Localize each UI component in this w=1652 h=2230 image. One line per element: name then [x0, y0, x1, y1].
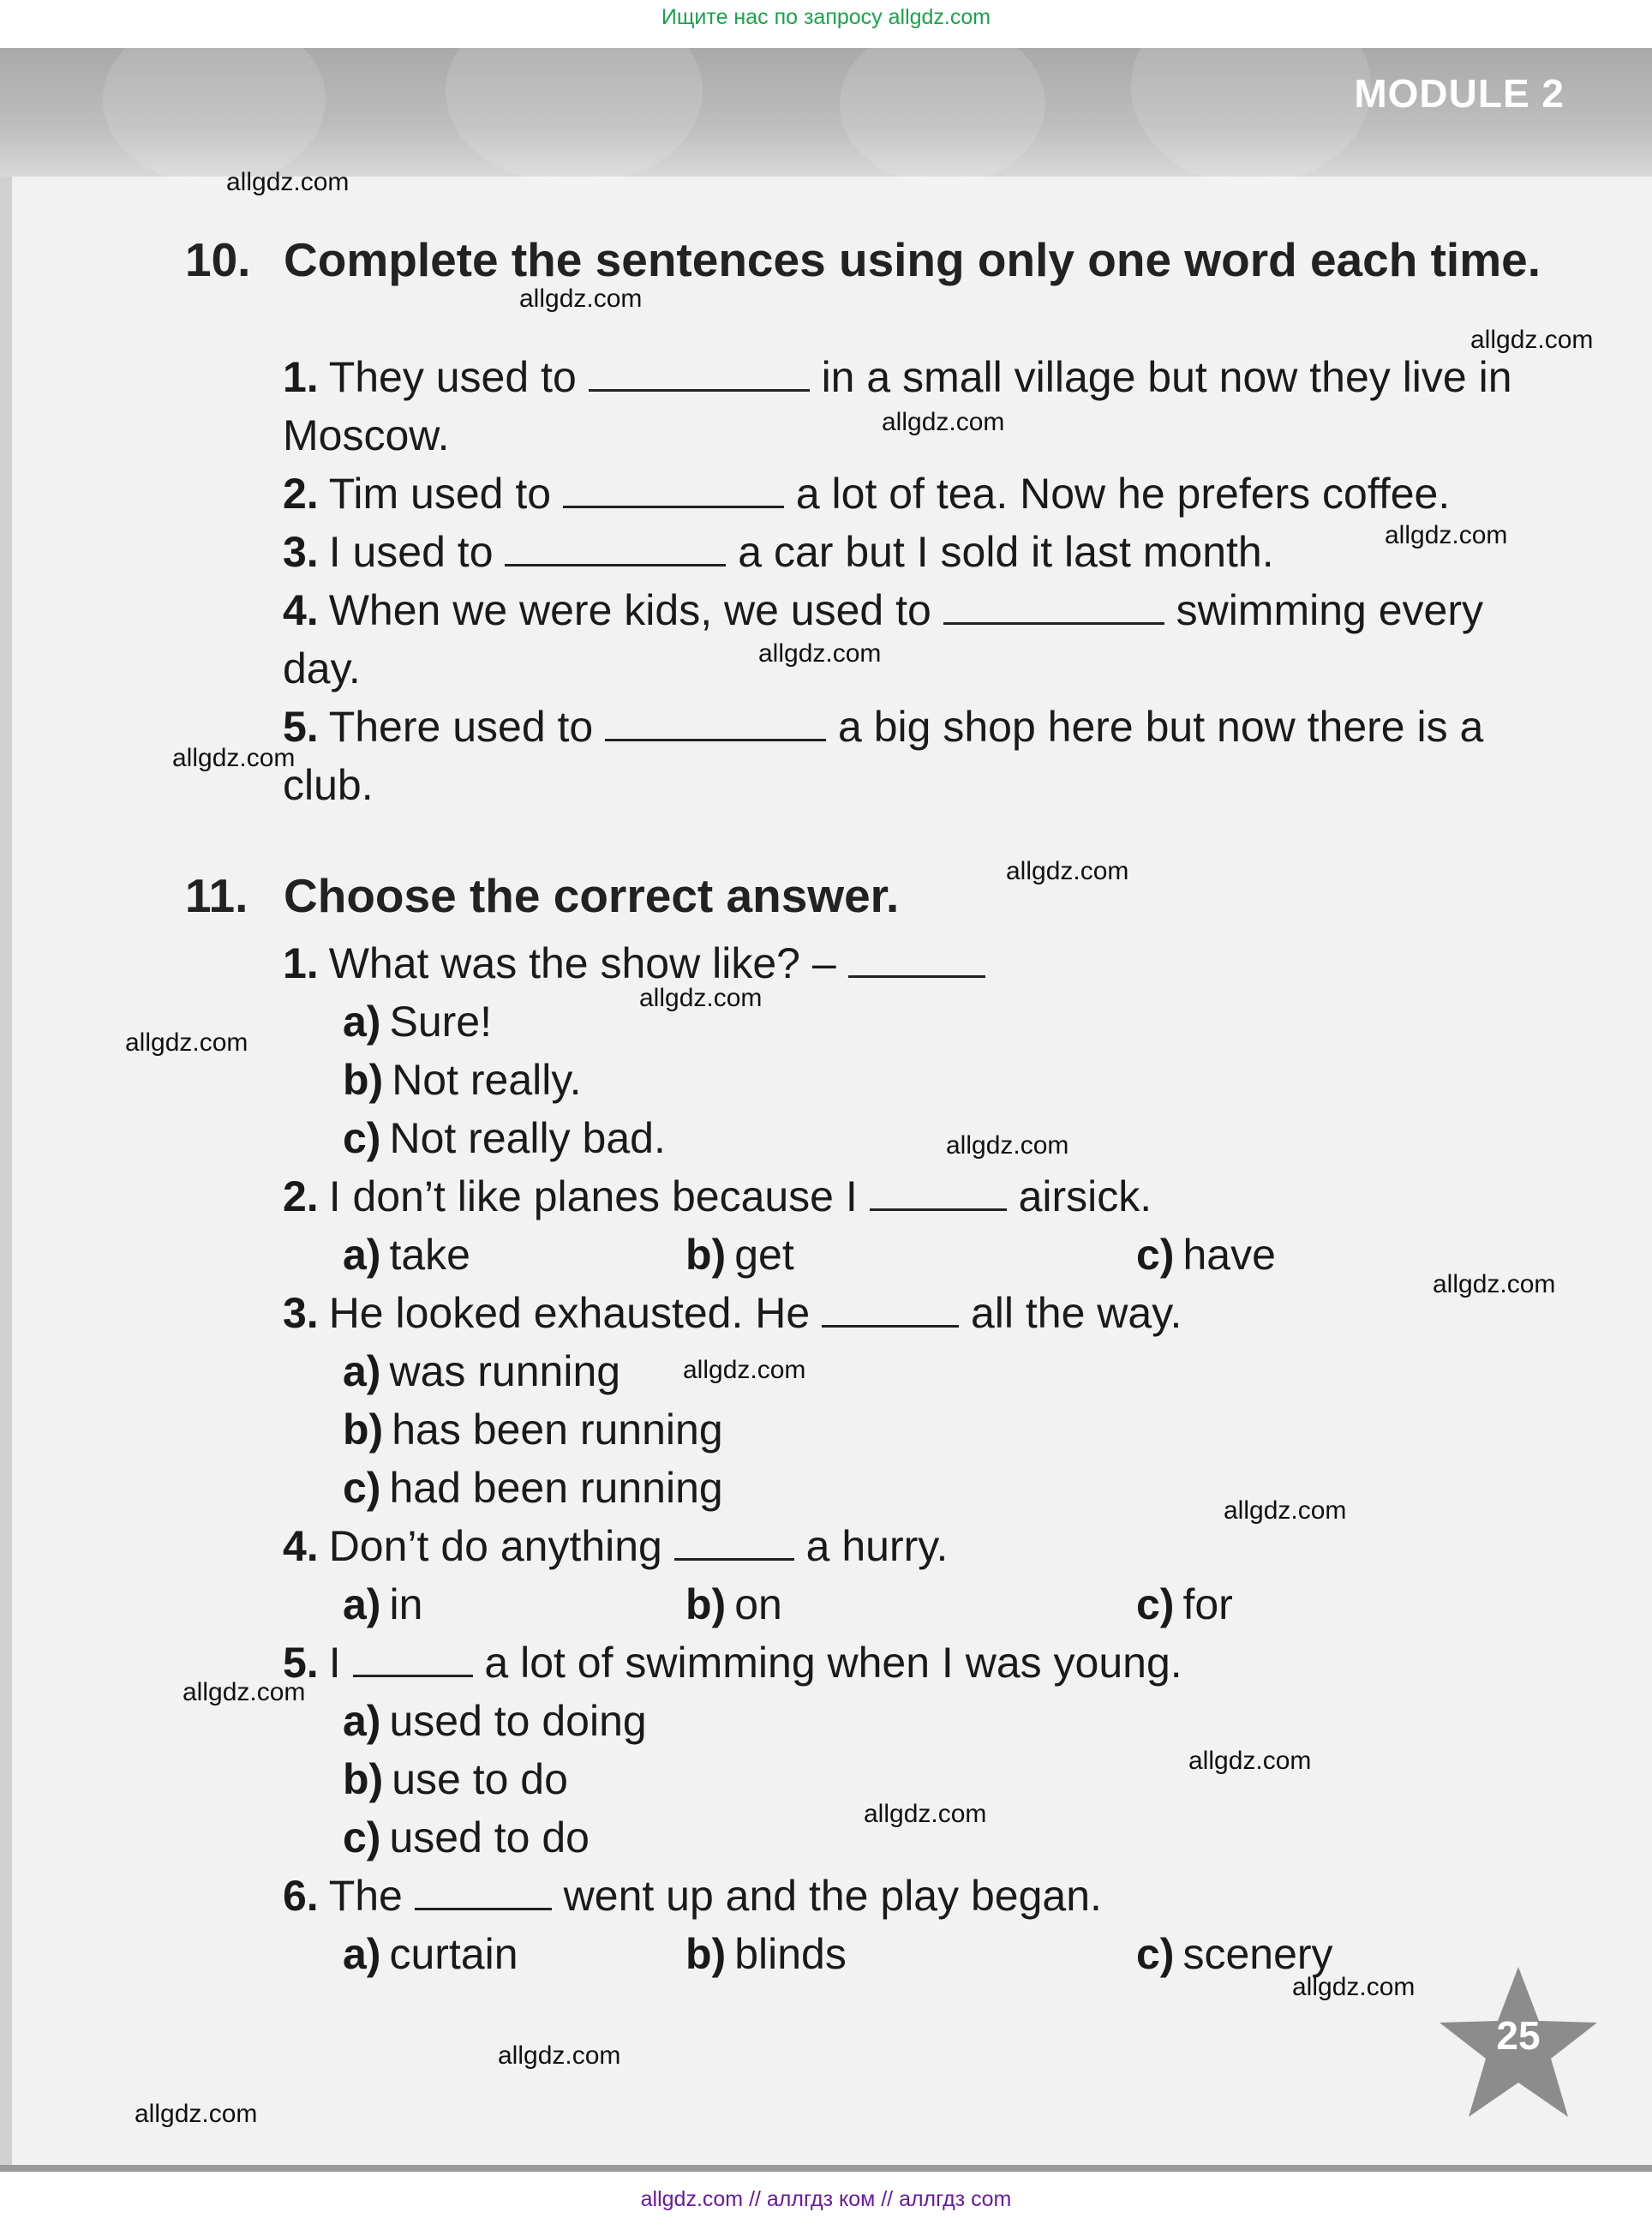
watermark[interactable]: allgdz.com	[226, 168, 350, 196]
option-letter: a)	[343, 1580, 381, 1628]
option-text: has been running	[392, 1406, 723, 1454]
item-text-before: Tim used to	[328, 470, 563, 518]
option-text: use to do	[392, 1755, 568, 1803]
item-text-before: When we were kids, we used to	[328, 586, 943, 634]
item-text-before: There used to	[328, 703, 606, 751]
watermark[interactable]: allgdz.com	[135, 2100, 258, 2128]
item-text-before: They used to	[328, 353, 589, 401]
option-a[interactable]	[343, 1925, 518, 1983]
item-text-after: a big shop here but now there is a club.	[283, 703, 1484, 809]
item-text-after: a car but I sold it last month.	[726, 528, 1274, 576]
option-text: in	[389, 1580, 423, 1628]
option-text: Sure!	[389, 998, 492, 1046]
option-letter: b)	[685, 1231, 727, 1279]
option-text: take	[389, 1231, 470, 1279]
option-letter: b)	[343, 1755, 384, 1803]
option-letter: c)	[343, 1464, 381, 1512]
item-number: 3.	[283, 528, 319, 576]
watermark[interactable]: allgdz.com	[758, 639, 882, 668]
option-letter: a)	[343, 1347, 381, 1395]
answer-blank[interactable]	[563, 471, 784, 508]
page-content	[0, 48, 1652, 2172]
question-number: 1.	[283, 939, 319, 987]
question-text-before: I	[328, 1639, 353, 1687]
option-letter: a)	[343, 1697, 381, 1745]
exercise-11-heading	[185, 867, 1642, 927]
watermark[interactable]: allgdz.com	[1006, 857, 1129, 885]
ex11-question	[283, 1517, 1517, 1575]
watermark[interactable]: allgdz.com	[498, 2041, 621, 2070]
ex11-question	[283, 1284, 1517, 1342]
option-letter: b)	[685, 1930, 727, 1978]
watermark[interactable]: allgdz.com	[1188, 1747, 1312, 1775]
option-a[interactable]	[343, 992, 492, 1051]
question-number: 3.	[283, 1289, 319, 1337]
option-text: used to do	[389, 1813, 590, 1861]
option-b[interactable]	[685, 1925, 847, 1983]
answer-blank[interactable]	[943, 588, 1164, 625]
answer-blank[interactable]	[605, 704, 826, 741]
ex11-question	[283, 934, 1517, 992]
module-label: MODULE 2	[1354, 71, 1565, 116]
watermark[interactable]: allgdz.com	[1224, 1496, 1347, 1525]
answer-blank[interactable]	[848, 941, 985, 978]
ex10-item	[283, 348, 1517, 465]
answer-blank[interactable]	[505, 530, 726, 566]
answer-blank[interactable]	[353, 1640, 473, 1677]
question-text-after: airsick.	[1006, 1172, 1152, 1220]
watermark[interactable]: allgdz.com	[864, 1800, 987, 1828]
answer-blank[interactable]	[415, 1873, 552, 1910]
option-text: scenery	[1182, 1930, 1333, 1978]
option-text: had been running	[389, 1464, 723, 1512]
answer-blank[interactable]	[589, 355, 810, 392]
option-b[interactable]	[685, 1575, 782, 1634]
option-a[interactable]	[343, 1342, 620, 1400]
option-text: on	[734, 1580, 782, 1628]
option-letter: c)	[343, 1114, 381, 1162]
page-number: 25	[1496, 2013, 1541, 2058]
item-number: 5.	[283, 703, 319, 751]
ex10-item	[283, 698, 1517, 814]
option-text: was running	[389, 1347, 621, 1395]
option-text: blinds	[734, 1930, 847, 1978]
option-b[interactable]	[343, 1750, 568, 1808]
option-letter: c)	[1136, 1580, 1175, 1628]
page-bottom-edge	[0, 2165, 1652, 2172]
option-letter: a)	[343, 1930, 381, 1978]
option-text: for	[1182, 1580, 1233, 1628]
answer-blank[interactable]	[674, 1524, 794, 1561]
option-letter: c)	[1136, 1930, 1175, 1978]
top-search-link[interactable]: Ищите нас по запросу allgdz.com	[661, 5, 991, 29]
item-number: 1.	[283, 353, 319, 401]
question-number: 4.	[283, 1522, 319, 1570]
option-letter: c)	[1136, 1231, 1175, 1279]
option-letter: b)	[343, 1406, 384, 1454]
watermark[interactable]: allgdz.com	[1385, 521, 1508, 549]
option-text: get	[734, 1231, 794, 1279]
answer-blank[interactable]	[822, 1291, 959, 1328]
option-c[interactable]	[1136, 1575, 1233, 1634]
question-number: 2.	[283, 1172, 319, 1220]
option-letter: a)	[343, 998, 381, 1046]
exercise-10-number: 10.	[185, 233, 251, 286]
ex10-item	[283, 465, 1517, 523]
option-text: Not really.	[392, 1056, 582, 1104]
item-number: 2.	[283, 470, 319, 518]
question-text-after: a hurry.	[793, 1522, 949, 1570]
exercise-11-title: Choose the correct answer.	[284, 869, 900, 922]
option-c[interactable]	[343, 1109, 666, 1167]
watermark[interactable]: allgdz.com	[946, 1131, 1069, 1160]
option-letter: a)	[343, 1231, 381, 1279]
ex11-question	[283, 1167, 1517, 1226]
answer-blank[interactable]	[870, 1174, 1007, 1211]
watermark[interactable]: allgdz.com	[125, 1028, 248, 1057]
option-text: have	[1182, 1231, 1276, 1279]
watermark[interactable]: allgdz.com	[639, 984, 763, 1012]
ex11-question	[283, 1634, 1517, 1692]
exercise-10-heading	[185, 231, 1642, 351]
question-number: 5.	[283, 1639, 319, 1687]
option-text: curtain	[389, 1930, 518, 1978]
question-text-before: I don’t like planes because I	[328, 1172, 870, 1220]
watermark[interactable]: allgdz.com	[519, 285, 643, 313]
exercise-11-number: 11.	[185, 869, 248, 922]
watermark[interactable]: allgdz.com	[183, 1678, 306, 1706]
option-a[interactable]	[343, 1226, 470, 1284]
option-letter: b)	[343, 1056, 384, 1104]
question-text-after: all the way.	[959, 1289, 1182, 1337]
watermark[interactable]: allgdz.com	[882, 408, 1005, 436]
question-text-after: went up and the play began.	[551, 1872, 1102, 1920]
question-text-before: He looked exhausted. He	[328, 1289, 823, 1337]
item-text-after: in a small village but now they live in Moscow.	[283, 353, 1512, 459]
option-c[interactable]	[343, 1459, 723, 1517]
item-number: 4.	[283, 586, 319, 634]
option-b[interactable]	[343, 1051, 582, 1109]
watermark[interactable]: allgdz.com	[1433, 1270, 1556, 1298]
option-a[interactable]	[343, 1692, 647, 1750]
item-text-before: I used to	[328, 528, 506, 576]
footer-links[interactable]: allgdz.com // аллгдз ком // аллгдз com	[640, 2187, 1012, 2211]
option-b[interactable]	[685, 1226, 794, 1284]
question-text-before: Don’t do anything	[328, 1522, 674, 1570]
watermark[interactable]: allgdz.com	[172, 744, 296, 772]
question-number: 6.	[283, 1872, 319, 1920]
option-text: used to doing	[389, 1697, 647, 1745]
watermark[interactable]: allgdz.com	[1470, 326, 1594, 354]
option-c[interactable]	[343, 1808, 590, 1867]
watermark[interactable]: allgdz.com	[1292, 1973, 1416, 2001]
ex10-item	[283, 523, 1517, 581]
watermark[interactable]: allgdz.com	[683, 1356, 806, 1384]
textbook-page	[0, 48, 1652, 2172]
question-text-before: The	[328, 1872, 415, 1920]
question-text-after: a lot of swimming when I was young.	[472, 1639, 1182, 1687]
question-text-before: What was the show like? –	[328, 939, 848, 987]
exercise-10-title: Complete the sentences using only one word each time.	[284, 233, 1541, 286]
ex11-question	[283, 1867, 1517, 1925]
item-text-after: swimming every day.	[283, 586, 1483, 692]
option-c[interactable]	[1136, 1226, 1276, 1284]
option-text: Not really bad.	[389, 1114, 666, 1162]
item-text-after: a lot of tea. Now he prefers coffee.	[783, 470, 1451, 518]
ex10-item	[283, 581, 1517, 698]
option-letter: c)	[343, 1813, 381, 1861]
option-a[interactable]	[343, 1575, 422, 1634]
option-b[interactable]	[343, 1400, 723, 1459]
option-letter: b)	[685, 1580, 727, 1628]
